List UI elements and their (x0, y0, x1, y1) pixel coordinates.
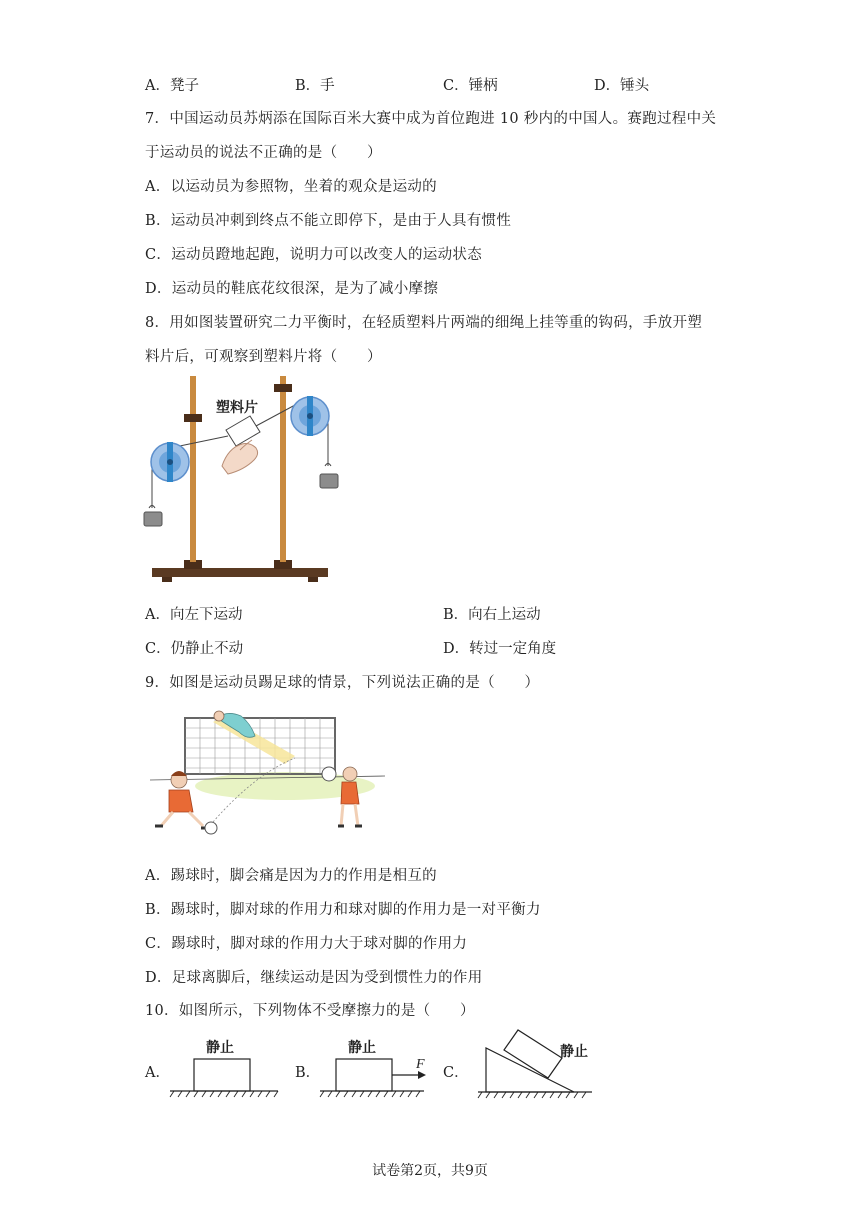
page-footer: 试卷第2页，共9页 (372, 1163, 488, 1179)
q7-option-c: C．运动员蹬地起跑，说明力可以改变人的运动状态 (145, 247, 482, 263)
q6-option-c: C．锤柄 (443, 78, 498, 94)
q9-option-d: D．足球离脚后，继续运动是因为受到惯性力的作用 (145, 970, 483, 986)
q8-figure-label: 塑料片 (216, 400, 258, 416)
q8-option-c: C．仍静止不动 (145, 641, 244, 657)
q10-b-static-label: 静止 (348, 1040, 376, 1056)
q7-option-b: B．运动员冲刺到终点不能立即停下，是由于人具有惯性 (145, 213, 512, 229)
q8-option-d: D．转过一定角度 (443, 641, 557, 657)
q10-figure-b (318, 1036, 430, 1098)
q10-figure-c (474, 1028, 596, 1100)
q9-figure-soccer-scene (145, 704, 390, 842)
q9-option-a: A．踢球时，脚会痛是因为力的作用是相互的 (145, 868, 437, 884)
q10-option-c-letter: C． (443, 1065, 469, 1081)
q7-option-d: D．运动员的鞋底花纹很深，是为了减小摩擦 (145, 281, 439, 297)
q7-option-a: A．以运动员为参照物，坐着的观众是运动的 (145, 179, 437, 195)
q9-stem: 9．如图是运动员踢足球的情景，下列说法正确的是（ ） (145, 675, 540, 691)
q8-stem-line2: 料片后，可观察到塑料片将（ ） (145, 349, 382, 365)
q6-option-b: B．手 (295, 78, 335, 94)
q7-stem-line2: 于运动员的说法不正确的是（ ） (145, 145, 382, 161)
q10-option-a-letter: A． (145, 1065, 170, 1081)
q10-stem: 10．如图所示，下列物体不受摩擦力的是（ ） (145, 1003, 475, 1019)
q8-stem-line1: 8．用如图装置研究二力平衡时，在轻质塑料片两端的细绳上挂等重的钩码，手放开塑 (145, 315, 703, 331)
q10-figure-a (168, 1036, 280, 1098)
q9-option-c: C．踢球时，脚对球的作用力大于球对脚的作用力 (145, 936, 468, 952)
q10-c-static-label: 静止 (560, 1044, 588, 1060)
q10-a-static-label: 静止 (206, 1040, 234, 1056)
q6-option-a: A．凳子 (145, 78, 199, 94)
q8-option-a: A．向左下运动 (145, 607, 243, 623)
q8-figure-apparatus (140, 370, 340, 585)
q9-option-b: B．踢球时，脚对球的作用力和球对脚的作用力是一对平衡力 (145, 902, 541, 918)
q10-b-force-arrow (418, 1071, 426, 1079)
q8-option-b: B．向右上运动 (443, 607, 541, 623)
q6-option-d: D．锤头 (594, 78, 650, 94)
q10-option-b-letter: B． (295, 1065, 321, 1081)
q10-b-force-label: F (416, 1057, 425, 1072)
q7-stem-line1: 7．中国运动员苏炳添在国际百米大赛中成为首位跑进 10 秒内的中国人。赛跑过程中关 (145, 111, 717, 127)
